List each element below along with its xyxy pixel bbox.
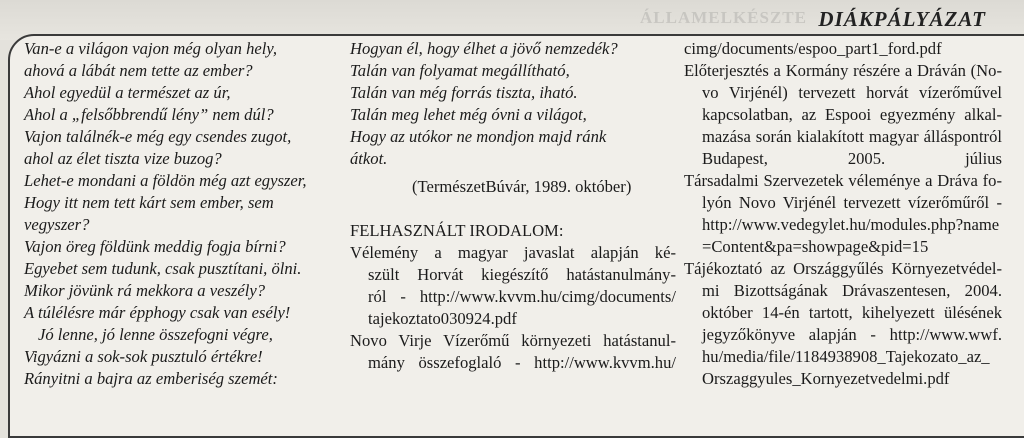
- reference-entry: [684, 170, 1002, 258]
- text-line: Ahol a „felsőbbrendű lény” nem dúl?: [24, 105, 274, 124]
- text-line: hu/media/file/1184938908_Tajekozato_az_: [702, 347, 990, 366]
- text-line: lyón Novo Virjénél tervezett vízerőműről -: [702, 193, 1002, 212]
- text-line: Hogy az utókor ne mondjon majd ránk: [350, 127, 607, 146]
- reference-entry: [350, 330, 676, 374]
- text-line: kapcsolatban, az Espooi egyezmény alkal-: [702, 105, 1002, 124]
- text-line: =Content&pa=showpage&pid=15: [702, 237, 929, 256]
- text-line: Van-e a világon vajon még olyan hely,: [24, 39, 277, 58]
- middle-column: [350, 38, 676, 374]
- text-line: vo Virjénél) tervezett horvát vízerőművel: [702, 83, 1002, 102]
- text-line: Vélemény a magyar javaslat alapján ké-: [350, 243, 676, 262]
- reference-entry: [684, 258, 1002, 390]
- text-line: Orszaggyules_Kornyezetvedelmi.pdf: [702, 369, 950, 388]
- text-line: Talán van még forrás tiszta, iható.: [350, 83, 578, 102]
- text-line: szült Horvát kiegészítő hatástanulmány-: [368, 265, 676, 284]
- text-line: Rányitni a bajra az emberiség szemét:: [24, 369, 278, 388]
- text-line: átkot.: [350, 149, 388, 168]
- bleed-through-header: ÁLLAMELKÉSZTE: [640, 8, 807, 27]
- text-line: mazása során kialakított magyar álláspontról: [702, 127, 1002, 146]
- reference-entry: [684, 38, 1002, 60]
- text-line: mi Bizottságának Drávaszentesen, 2004.: [702, 281, 1002, 300]
- text-line: október 14-én tartott, kihelyezett ülésének: [702, 303, 1002, 322]
- text-line: http://www.vedegylet.hu/modules.php?name: [702, 215, 1000, 234]
- references-list-a: [350, 242, 676, 374]
- text-line: Hogy itt nem tett kárt sem ember, sem: [24, 193, 274, 212]
- text-line: cimg/documents/espoo_part1_ford.pdf: [684, 39, 942, 58]
- text-line: Hogyan él, hogy élhet a jövő nemzedék?: [350, 39, 618, 58]
- reference-entry: [350, 242, 676, 330]
- right-column: [684, 38, 1002, 390]
- section-header: DIÁKPÁLYÁZAT: [818, 7, 986, 31]
- text-line: ról - http://www.kvvm.hu/cimg/documents/: [368, 287, 676, 306]
- text-line: Talán meg lehet még óvni a világot,: [350, 105, 587, 124]
- text-line: Jó lenne, jó lenne összefogni végre,: [38, 325, 273, 344]
- text-line: Vajon öreg földünk meddig fogja bírni?: [24, 237, 286, 256]
- text-line: Egyebet sem tudunk, csak pusztítani, ölni.: [24, 259, 302, 278]
- text-line: Vajon találnék-e még egy csendes zugot,: [24, 127, 292, 146]
- poem-column: [24, 38, 336, 390]
- references-title: FELHASZNÁLT IRODALOM:: [350, 221, 564, 240]
- text-line: A túlélésre már épphogy csak van esély!: [24, 303, 291, 322]
- text-line: Talán van folyamat megállítható,: [350, 61, 570, 80]
- reference-entry: [684, 60, 1002, 170]
- text-line: mány összefoglaló - http://www.kvvm.hu/: [368, 353, 676, 372]
- text-line: Lehet-e mondani a földön még azt egyszer,: [24, 171, 307, 190]
- text-line: Tájékoztató az Országgyűlés Környezetvédel-: [684, 259, 1002, 278]
- text-line: Budapest, 2005. július: [702, 149, 1002, 168]
- text-line: Vigyázni a sok-sok pusztuló értékre!: [24, 347, 263, 366]
- text-line: ahová a lábát nem tette az ember?: [24, 61, 253, 80]
- references-list-b: [684, 38, 1002, 390]
- text-line: Előterjesztés a Kormány részére a Dráván (No-: [684, 61, 1002, 80]
- poem-credit: (TermészetBúvár, 1989. október): [412, 177, 632, 196]
- text-line: ahol az élet tiszta vize buzog?: [24, 149, 222, 168]
- poem-continuation: [350, 38, 676, 170]
- text-line: vegyszer?: [24, 215, 90, 234]
- text-line: tajekoztato030924.pdf: [368, 309, 517, 328]
- text-line: Társadalmi Szervezetek véleménye a Dráva fo-: [684, 171, 1002, 190]
- text-line: Ahol egyedül a természet az úr,: [24, 83, 231, 102]
- text-line: jegyzőkönyve alapján - http://www.wwf.: [702, 325, 1002, 344]
- text-line: Novo Virje Vízerőmű környezeti hatástanul-: [350, 331, 676, 350]
- text-line: Mikor jövünk rá mekkora a veszély?: [24, 281, 265, 300]
